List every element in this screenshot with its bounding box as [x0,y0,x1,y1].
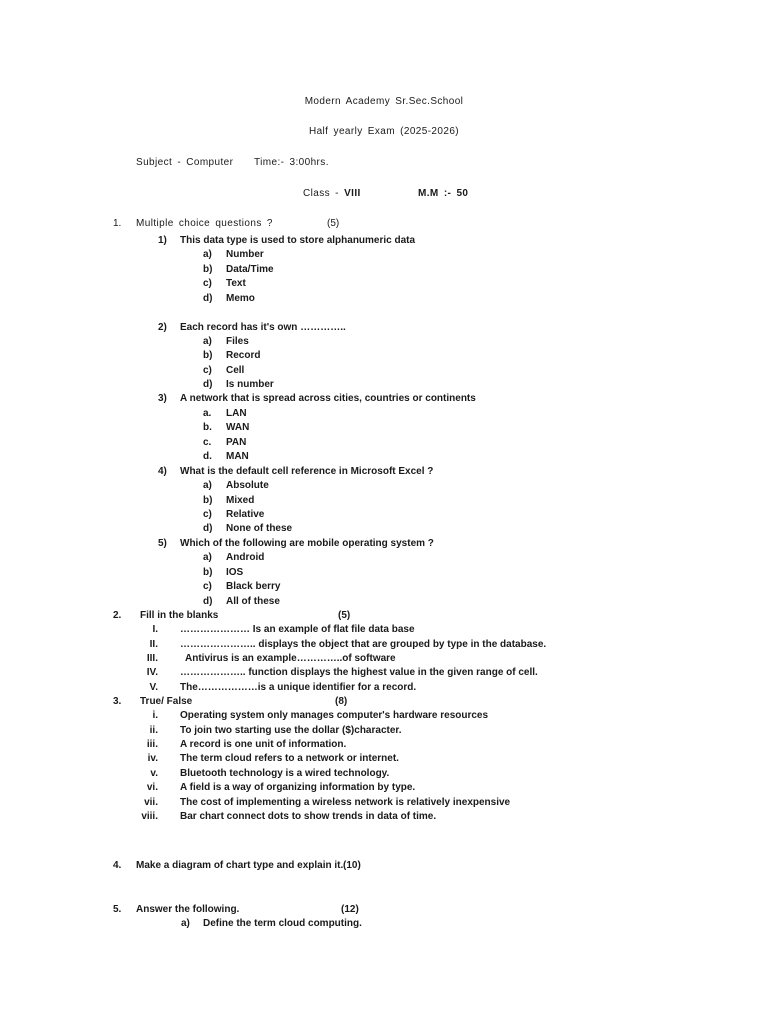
q1-item-text: What is the default cell reference in Microsoft Excel ? [180,466,434,477]
q1-item-number: 1) [158,235,167,246]
q3-item-number: v. [150,768,158,779]
q3-item-text: Bluetooth technology is a wired technology. [180,768,390,779]
q4-title: Make a diagram of chart type and explain it. [136,860,344,871]
school-name: Modern Academy Sr.Sec.School [304,96,464,107]
q3-item-text: The term cloud refers to a network or internet. [180,753,399,764]
q3-item-number: viii. [141,811,158,822]
option-label: a) [203,336,212,347]
q1-item-number: 2) [158,322,167,333]
option-text: None of these [226,523,293,534]
q5-number: 5. [113,904,122,915]
option-label: c) [203,365,212,376]
option-text: All of these [226,596,280,607]
q3-title: True/ False [140,696,193,707]
q3-item-number: vii. [144,797,158,808]
option-text: IOS [226,567,244,578]
q3-item-number: iii. [146,739,158,750]
option-label: d) [203,523,213,534]
option-label: a) [203,552,212,563]
q1-item-number: 5) [158,538,167,549]
option-text: Android [226,552,265,563]
option-text: Cell [226,365,245,376]
q1-item-text: This data type is used to store alphanumeric data [180,235,416,246]
option-text: PAN [226,437,247,448]
q3-number: 3. [113,696,122,707]
subject-label: Subject - Computer [136,157,234,168]
q2-item-number: IV. [146,667,158,678]
q5-item-label: a) [181,918,190,929]
option-label: d) [203,379,213,390]
q4-marks: (10) [343,860,361,871]
q2-item-number: III. [146,653,158,664]
q3-item-text: Bar chart connect dots to show trends in data of time. [180,811,437,822]
option-text: Memo [226,293,255,304]
option-label: a) [203,249,212,260]
q3-item-text: A field is a way of organizing information by type. [180,782,416,793]
class-label [303,188,361,200]
option-text: Absolute [226,480,269,491]
q2-item-text: ……………….. function displays the highest value in the given range of cell. [180,667,538,678]
option-label: b) [203,567,213,578]
class-label-text: Class - [303,188,345,199]
option-text: Number [226,249,264,260]
option-label: a) [203,480,212,491]
q3-item-number: iv. [147,753,158,764]
q1-item-text: Each record has it's own ………….. [180,322,346,333]
option-text: Mixed [226,495,255,506]
option-label: b. [203,422,212,433]
q3-item-number: ii. [149,725,158,736]
q2-number: 2. [113,610,122,621]
option-label: d. [203,451,212,462]
q3-item-text: The cost of implementing a wireless network is relatively inexpensive [180,797,511,808]
q1-item-text: Which of the following are mobile operating system ? [180,538,434,549]
q3-marks: (8) [335,696,348,707]
option-text: Text [226,278,246,289]
q2-item-text: ………………….. displays the object that are grouped by type in the database. [180,639,547,650]
option-label: b) [203,495,213,506]
class-value: VIII [344,188,361,199]
q3-item-text: To join two starting use the dollar ($)character. [180,725,402,736]
q5-marks: (12) [341,904,359,915]
q5-item-text: Define the term cloud computing. [203,918,362,929]
option-label: b) [203,350,213,361]
option-label: b) [203,264,213,275]
option-label: d) [203,293,213,304]
option-label: c) [203,278,212,289]
q1-item-number: 4) [158,466,167,477]
q2-item-text: The………………is a unique identifier for a record. [180,682,417,693]
option-text: Black berry [226,581,281,592]
option-label: c) [203,509,212,520]
option-text: Data/Time [226,264,274,275]
option-text: WAN [226,422,250,433]
q2-item-number: I. [152,624,158,635]
exam-title: Half yearly Exam (2025-2026) [308,126,460,137]
time-label: Time:- 3:00hrs. [254,157,329,168]
q2-item-number: V. [149,682,158,693]
option-text: MAN [226,451,249,462]
option-text: Relative [226,509,265,520]
q2-item-text: Antivirus is an example…………..of software [185,653,396,664]
q3-item-text: A record is one unit of information. [180,739,347,750]
q3-item-number: i. [152,710,158,721]
q4-number: 4. [113,860,122,871]
q1-item-number: 3) [158,393,167,404]
q2-item-text: ………………… Is an example of flat file data base [180,624,415,635]
q2-title: Fill in the blanks [140,610,219,621]
option-label: d) [203,596,213,607]
q1-title: Multiple choice questions ? [136,218,273,229]
q2-item-number: II. [149,639,158,650]
q1-number: 1. [113,218,122,229]
option-text: LAN [226,408,247,419]
q1-marks: (5) [327,218,340,229]
q5-title: Answer the following. [136,904,240,915]
option-text: Record [226,350,261,361]
option-text: Files [226,336,249,347]
q3-item-number: vi. [146,782,158,793]
option-label: a. [203,408,212,419]
q2-marks: (5) [338,610,351,621]
option-label: c. [203,437,212,448]
option-text: Is number [226,379,274,390]
q1-item-text: A network that is spread across cities, countries or continents [180,393,476,404]
q3-item-text: Operating system only manages computer's hardware resources [180,710,489,721]
max-marks: M.M :- 50 [418,188,469,199]
option-label: c) [203,581,212,592]
